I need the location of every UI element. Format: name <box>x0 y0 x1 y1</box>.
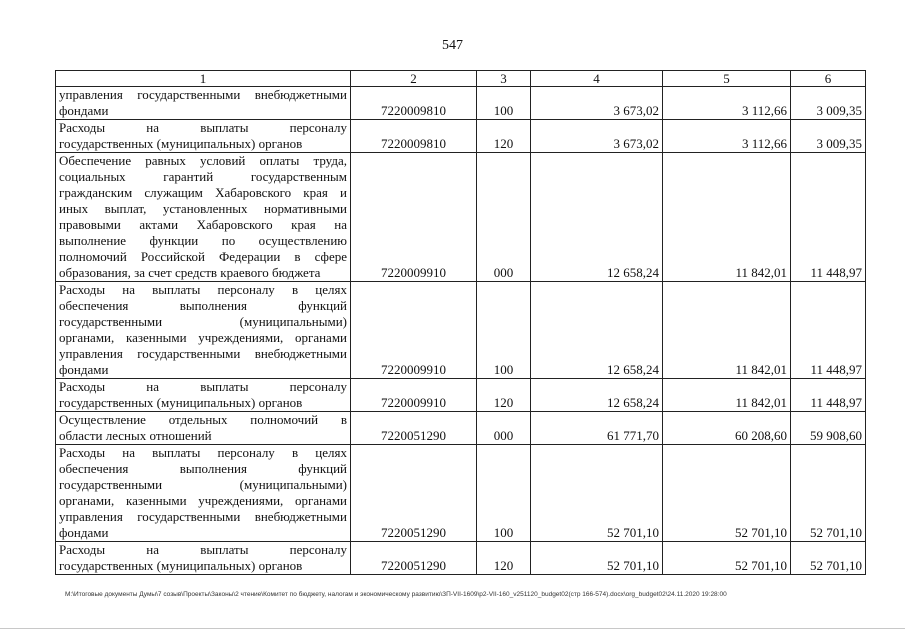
table-row <box>56 120 866 153</box>
amount-year-2: 52 701,10 <box>663 445 791 542</box>
amount-year-2: 3 112,66 <box>663 120 791 153</box>
description-line: государственными (муниципальными) <box>59 314 347 329</box>
expense-type-code: 120 <box>477 379 531 412</box>
amount-year-3: 11 448,97 <box>791 153 866 282</box>
expense-description <box>56 542 351 575</box>
target-article-code: 7220009810 <box>351 120 477 153</box>
target-article-code: 7220009910 <box>351 379 477 412</box>
description-line: фондами <box>59 362 109 377</box>
amount-year-2: 3 112,66 <box>663 87 791 120</box>
description-line: Осуществление отдельных полномочий в <box>59 412 347 427</box>
file-path-footer: M:\Итоговые документы Думы\7 созыв\Проекты\Законы\2 чтение\Комитет по бюджету, налогам и экономическому развитию\ЗП-VII-1609\р2-VII-160_v251120_budget02(стр 166-574).docx\org_budget02\24.11.2020 19:28:00 <box>65 591 727 598</box>
column-header: 5 <box>663 71 791 87</box>
column-header: 2 <box>351 71 477 87</box>
expense-description <box>56 282 351 379</box>
target-article-code: 7220009910 <box>351 153 477 282</box>
table-row <box>56 445 866 542</box>
amount-year-2: 11 842,01 <box>663 379 791 412</box>
expense-type-code: 000 <box>477 153 531 282</box>
column-header: 4 <box>531 71 663 87</box>
column-header: 3 <box>477 71 531 87</box>
page-number: 547 <box>442 38 463 53</box>
amount-year-3: 59 908,60 <box>791 412 866 445</box>
description-line: иных выплат, установленных нормативными <box>59 201 347 216</box>
expense-type-code: 000 <box>477 412 531 445</box>
description-line: органами, казенными учреждениями, органами <box>59 493 347 508</box>
amount-year-1: 52 701,10 <box>531 445 663 542</box>
description-line: государственных (муниципальных) органов <box>59 136 303 151</box>
amount-year-2: 52 701,10 <box>663 542 791 575</box>
expense-type-code: 120 <box>477 120 531 153</box>
description-line: обеспечения выполнения функций <box>59 461 347 476</box>
target-article-code: 7220051290 <box>351 542 477 575</box>
amount-year-1: 3 673,02 <box>531 120 663 153</box>
amount-year-3: 3 009,35 <box>791 120 866 153</box>
table-header-row <box>56 71 866 87</box>
table-row <box>56 87 866 120</box>
amount-year-2: 11 842,01 <box>663 282 791 379</box>
expense-type-code: 100 <box>477 87 531 120</box>
description-line: управления государственными внебюджетными <box>59 346 347 361</box>
description-line: обеспечения выполнения функций <box>59 298 347 313</box>
amount-year-3: 52 701,10 <box>791 445 866 542</box>
description-line: социальных гарантий государственным <box>59 169 347 184</box>
budget-table <box>55 70 866 575</box>
table-row <box>56 412 866 445</box>
target-article-code: 7220009910 <box>351 282 477 379</box>
description-line: управления государственными внебюджетными <box>59 87 347 102</box>
amount-year-1: 12 658,24 <box>531 379 663 412</box>
expense-description <box>56 87 351 120</box>
table-row <box>56 282 866 379</box>
amount-year-1: 3 673,02 <box>531 87 663 120</box>
expense-description <box>56 120 351 153</box>
amount-year-3: 3 009,35 <box>791 87 866 120</box>
column-header: 1 <box>56 71 351 87</box>
expense-description <box>56 445 351 542</box>
amount-year-1: 61 771,70 <box>531 412 663 445</box>
description-line: фондами <box>59 103 109 118</box>
description-line: Расходы на выплаты персоналу в целях <box>59 282 347 297</box>
description-line: Расходы на выплаты персоналу в целях <box>59 445 347 460</box>
amount-year-1: 52 701,10 <box>531 542 663 575</box>
description-line: Расходы на выплаты персоналу <box>59 542 347 557</box>
target-article-code: 7220051290 <box>351 445 477 542</box>
table-body <box>56 87 866 575</box>
description-line: органами, казенными учреждениями, органами <box>59 330 347 345</box>
description-line: Расходы на выплаты персоналу <box>59 379 347 394</box>
amount-year-1: 12 658,24 <box>531 282 663 379</box>
amount-year-2: 60 208,60 <box>663 412 791 445</box>
target-article-code: 7220009810 <box>351 87 477 120</box>
description-line: полномочий Российской Федерации в сфере <box>59 249 347 264</box>
expense-description <box>56 379 351 412</box>
amount-year-3: 52 701,10 <box>791 542 866 575</box>
description-line: Расходы на выплаты персоналу <box>59 120 347 135</box>
description-line: гражданским служащим Хабаровского края и <box>59 185 347 200</box>
table-row <box>56 153 866 282</box>
target-article-code: 7220051290 <box>351 412 477 445</box>
description-line: правовыми актами Хабаровского края на <box>59 217 347 232</box>
expense-type-code: 100 <box>477 445 531 542</box>
expense-type-code: 100 <box>477 282 531 379</box>
description-line: Обеспечение равных условий оплаты труда, <box>59 153 347 168</box>
amount-year-3: 11 448,97 <box>791 379 866 412</box>
description-line: образования, за счет средств краевого бюджета <box>59 265 321 280</box>
description-line: выполнение функции по осуществлению <box>59 233 347 248</box>
description-line: области лесных отношений <box>59 428 212 443</box>
description-line: государственными (муниципальными) <box>59 477 347 492</box>
description-line: фондами <box>59 525 109 540</box>
column-header: 6 <box>791 71 866 87</box>
description-line: государственных (муниципальных) органов <box>59 558 303 573</box>
table-row <box>56 542 866 575</box>
description-line: управления государственными внебюджетными <box>59 509 347 524</box>
table-row <box>56 379 866 412</box>
amount-year-1: 12 658,24 <box>531 153 663 282</box>
description-line: государственных (муниципальных) органов <box>59 395 303 410</box>
scan-edge-divider <box>0 628 905 629</box>
amount-year-2: 11 842,01 <box>663 153 791 282</box>
expense-description <box>56 412 351 445</box>
amount-year-3: 11 448,97 <box>791 282 866 379</box>
expense-type-code: 120 <box>477 542 531 575</box>
expense-description <box>56 153 351 282</box>
